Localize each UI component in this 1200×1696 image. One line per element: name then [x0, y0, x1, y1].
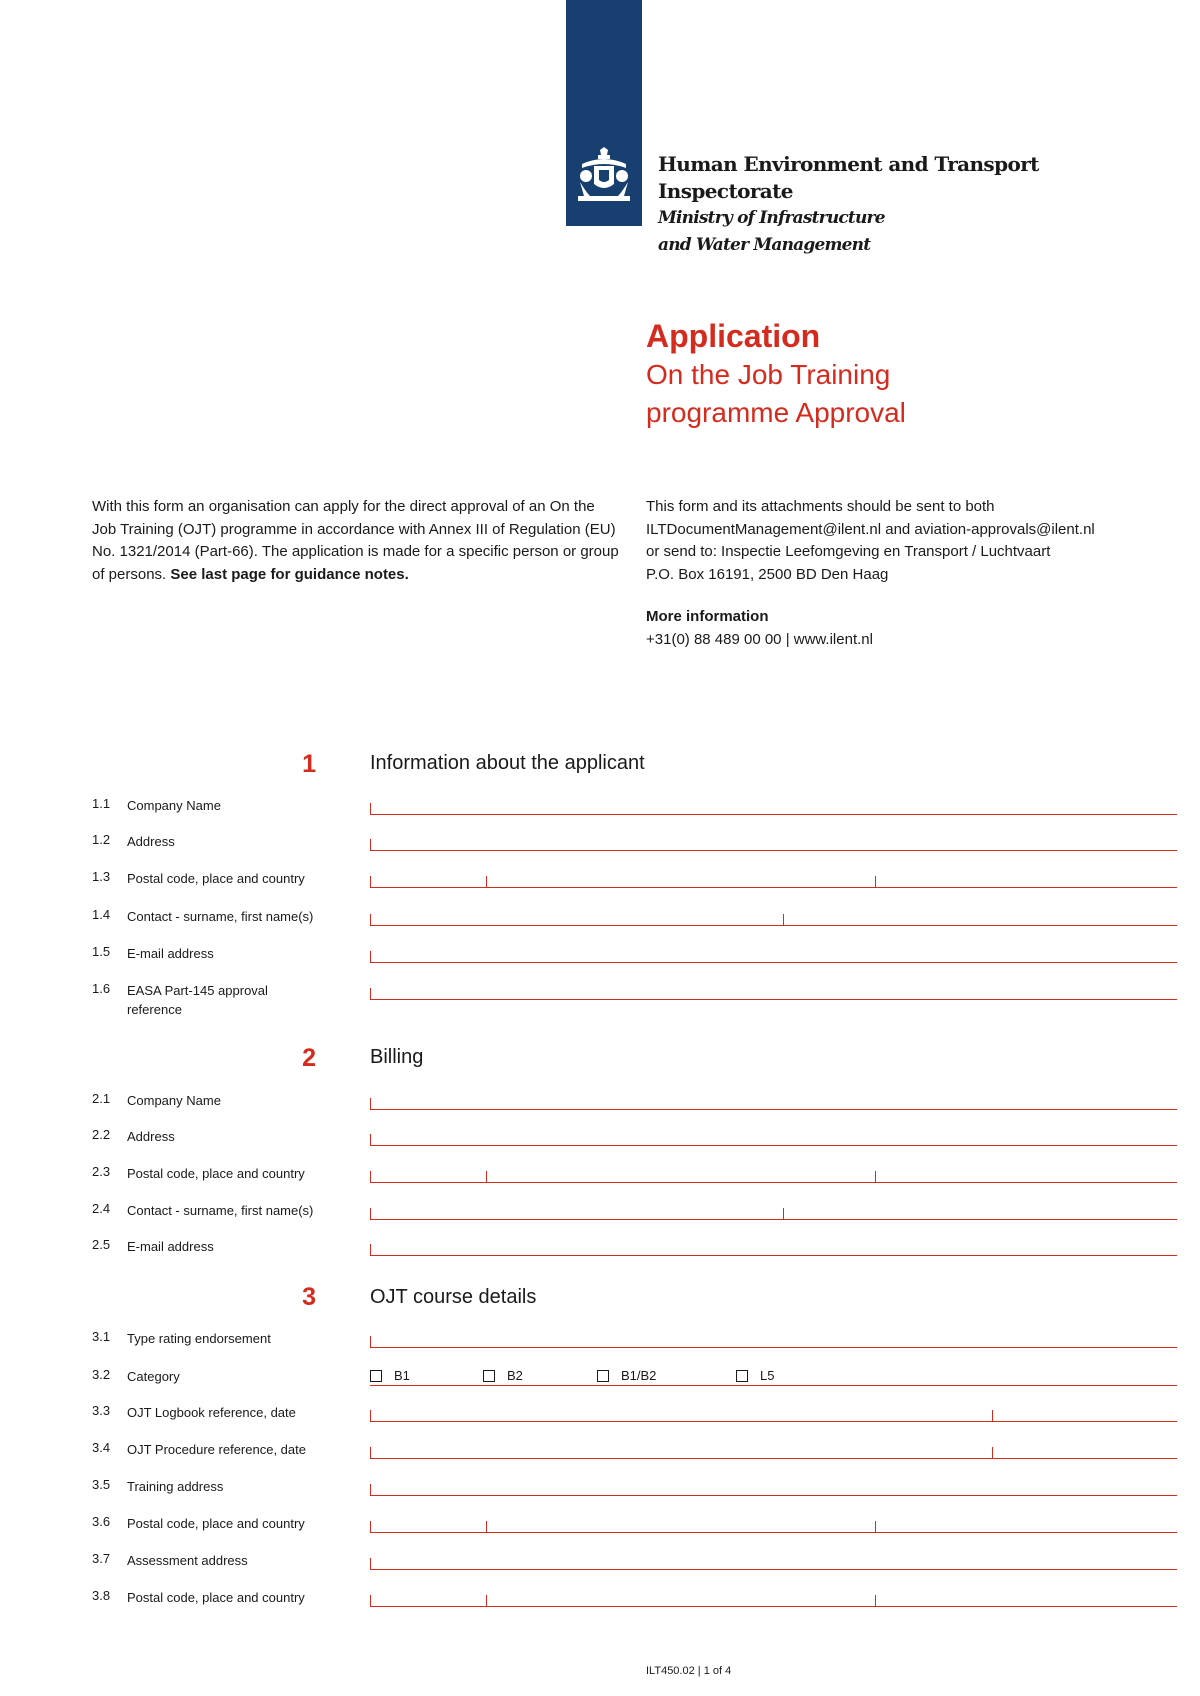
- section-3-number: 3: [302, 1283, 316, 1311]
- section-1-number: 1: [302, 750, 316, 778]
- more-info-heading: More information: [646, 608, 769, 625]
- checkbox-icon: [370, 1370, 382, 1382]
- intro-text: [92, 496, 622, 586]
- ministry-line-1: Ministry of Infrastructure: [658, 208, 885, 228]
- form-row-3-7: [0, 1551, 1200, 1585]
- submission-line-3: or send to: Inspectie Leefomgeving en Transport / Luchtvaart: [646, 543, 1051, 560]
- checkbox-icon: [597, 1370, 609, 1382]
- form-row-3-2: [0, 1367, 1200, 1401]
- checkbox-icon: [483, 1370, 495, 1382]
- ojt-procedure-reference-field[interactable]: [370, 1447, 1177, 1459]
- category-b1-b2-checkbox[interactable]: [597, 1368, 656, 1383]
- training-postal-code-place-country-field[interactable]: [370, 1521, 1177, 1533]
- page-footer: ILT450.02 | 1 of 4: [646, 1665, 732, 1677]
- assessment-postal-code-place-country-field[interactable]: [370, 1595, 1177, 1607]
- category-b1-b2-label: B1/B2: [621, 1368, 657, 1383]
- row-number: 1.4: [92, 907, 111, 922]
- postal-code-place-country-field[interactable]: [370, 876, 1177, 888]
- form-row-2-5: [0, 1237, 1200, 1271]
- submission-address: P.O. Box 16191, 2500 BD Den Haag: [646, 565, 889, 583]
- row-label: Contact - surname, first name(s): [127, 909, 314, 924]
- form-row-2-3: [0, 1164, 1200, 1198]
- email-field[interactable]: [370, 951, 1177, 963]
- form-row-1-5: [0, 944, 1200, 978]
- form-row-2-4: [0, 1201, 1200, 1235]
- category-l5-label: L5: [760, 1368, 775, 1383]
- row-label: Assessment address: [127, 1553, 248, 1568]
- row-number: 1.1: [92, 796, 111, 811]
- billing-contact-name-field[interactable]: [370, 1208, 1177, 1220]
- billing-email-field[interactable]: [370, 1244, 1177, 1256]
- contact-name-field[interactable]: [370, 914, 1177, 926]
- row-label: Company Name: [127, 1093, 221, 1108]
- form-title: Application: [646, 318, 821, 354]
- row-number: 2.1: [92, 1091, 111, 1106]
- form-row-1-1: [0, 796, 1200, 830]
- form-row-3-1: [0, 1329, 1200, 1363]
- row-number: 1.3: [92, 869, 111, 884]
- row-label: Type rating endorsement: [127, 1331, 271, 1346]
- form-row-3-4: [0, 1440, 1200, 1474]
- submission-info: [646, 496, 1166, 651]
- form-row-1-4: [0, 907, 1200, 941]
- training-address-field[interactable]: [370, 1484, 1177, 1496]
- category-l5-checkbox[interactable]: [736, 1368, 774, 1383]
- form-subtitle-line-1: On the Job Training: [646, 359, 891, 390]
- category-b2-checkbox[interactable]: [483, 1368, 523, 1383]
- section-3-title: OJT course details: [370, 1286, 537, 1308]
- row-number: 3.3: [92, 1403, 111, 1418]
- row-number: 1.2: [92, 832, 111, 847]
- intro-body: With this form an organisation can apply for the direct approval of an On the Job Training (OJT) programme in accordance with Annex III of Regulation (EU) No. 1321/2014 (Part-66). The application is made for a specific person or group of persons.: [92, 498, 619, 583]
- row-number: 3.4: [92, 1440, 111, 1455]
- form-row-1-2: [0, 832, 1200, 866]
- address-field[interactable]: [370, 839, 1177, 851]
- row-number: 1.6: [92, 981, 111, 996]
- royal-crest-icon: [572, 146, 636, 208]
- section-2-title: Billing: [370, 1046, 424, 1068]
- billing-postal-code-place-country-field[interactable]: [370, 1171, 1177, 1183]
- row-label: Category: [127, 1369, 180, 1384]
- form-row-3-3: [0, 1403, 1200, 1437]
- row-label: Postal code, place and country: [127, 1166, 305, 1181]
- assessment-address-field[interactable]: [370, 1558, 1177, 1570]
- row-label: E-mail address: [127, 946, 214, 961]
- row-label: Contact - surname, first name(s): [127, 1203, 314, 1218]
- row-label: Company Name: [127, 798, 221, 813]
- form-row-2-1: [0, 1091, 1200, 1125]
- row-number: 3.8: [92, 1588, 111, 1603]
- row-label: OJT Logbook reference, date: [127, 1405, 296, 1420]
- category-b1-checkbox[interactable]: [370, 1368, 410, 1383]
- form-subtitle: [646, 356, 906, 432]
- row-label: Training address: [127, 1479, 224, 1494]
- form-subtitle-line-2: programme Approval: [646, 397, 906, 428]
- checkbox-icon: [736, 1370, 748, 1382]
- section-2-number: 2: [302, 1044, 316, 1072]
- organisation-name: [658, 151, 1039, 259]
- org-line-2: Inspectorate: [658, 179, 793, 203]
- row-label: OJT Procedure reference, date: [127, 1442, 306, 1457]
- row-number: 3.5: [92, 1477, 111, 1492]
- type-rating-endorsement-field[interactable]: [370, 1336, 1177, 1348]
- ojt-logbook-reference-field[interactable]: [370, 1410, 1177, 1422]
- form-row-1-6: [0, 981, 1200, 1025]
- row-number: 2.5: [92, 1237, 111, 1252]
- form-row-2-2: [0, 1127, 1200, 1161]
- row-number: 3.1: [92, 1329, 111, 1344]
- company-name-field[interactable]: [370, 803, 1177, 815]
- row-number: 3.2: [92, 1367, 111, 1382]
- row-number: 1.5: [92, 944, 111, 959]
- row-label: Address: [127, 1129, 175, 1144]
- more-info-contact: +31(0) 88 489 00 00 | www.ilent.nl: [646, 630, 873, 648]
- row-number: 3.7: [92, 1551, 111, 1566]
- row-number: 3.6: [92, 1514, 111, 1529]
- category-b1-label: B1: [394, 1368, 410, 1383]
- category-b2-label: B2: [507, 1368, 523, 1383]
- org-line-1: Human Environment and Transport: [658, 152, 1039, 176]
- form-row-3-8: [0, 1588, 1200, 1622]
- row-label: Postal code, place and country: [127, 871, 305, 886]
- row-label: Address: [127, 834, 175, 849]
- guidance-note: See last page for guidance notes.: [170, 565, 409, 583]
- row-label: Postal code, place and country: [127, 1590, 305, 1605]
- section-1-title: Information about the applicant: [370, 752, 645, 774]
- form-row-1-3: [0, 869, 1200, 903]
- row-label: E-mail address: [127, 1239, 214, 1254]
- category-options: [370, 1368, 1177, 1386]
- submission-emails: ILTDocumentManagement@ilent.nl and aviation-approvals@ilent.nl: [646, 520, 1095, 538]
- row-number: 2.4: [92, 1201, 111, 1216]
- easa-approval-reference-field[interactable]: [370, 988, 1177, 1000]
- form-row-3-5: [0, 1477, 1200, 1511]
- submission-line-1: This form and its attachments should be sent to both: [646, 498, 995, 515]
- form-row-3-6: [0, 1514, 1200, 1548]
- row-label: Postal code, place and country: [127, 1516, 305, 1531]
- billing-address-field[interactable]: [370, 1134, 1177, 1146]
- ministry-line-2: and Water Management: [658, 235, 871, 255]
- row-number: 2.2: [92, 1127, 111, 1142]
- row-number: 2.3: [92, 1164, 111, 1179]
- row-label: EASA Part-145 approval reference: [127, 983, 268, 1017]
- billing-company-name-field[interactable]: [370, 1098, 1177, 1110]
